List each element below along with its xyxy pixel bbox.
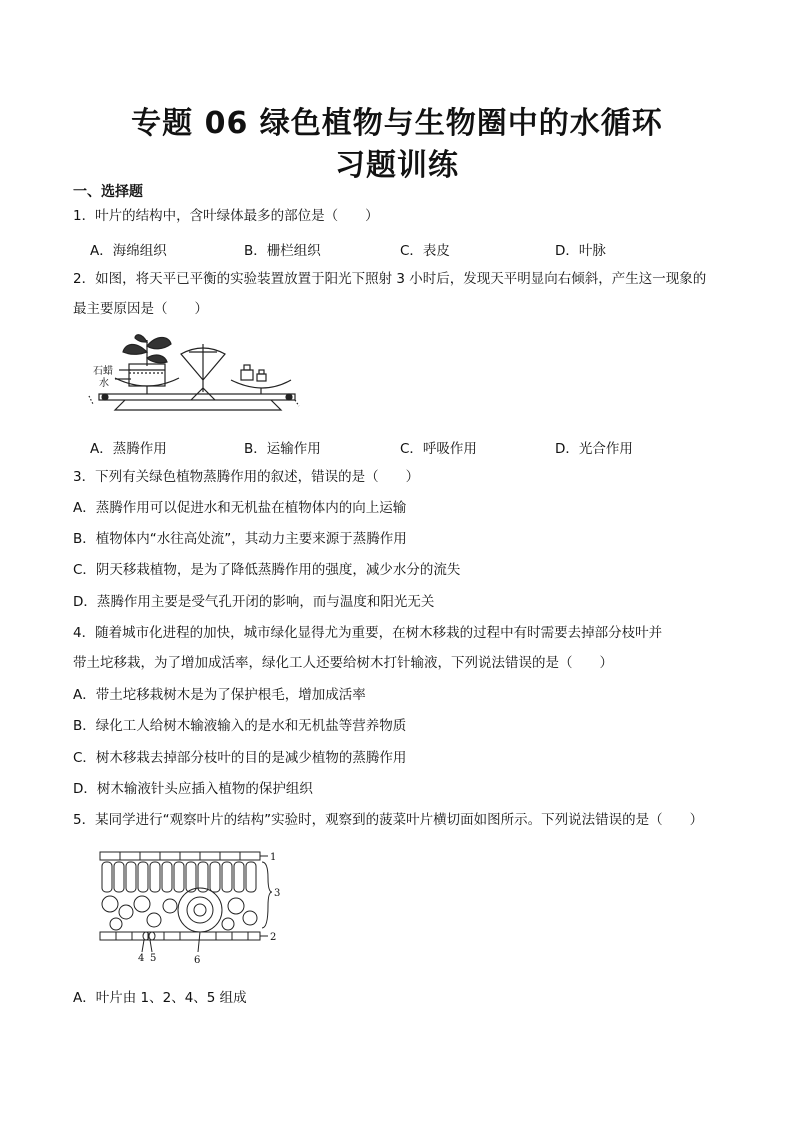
q1-option-b: B．栅栏组织 (244, 243, 321, 259)
page-title-line2: 习题训练 (335, 148, 459, 183)
q1-option-d: D．叶脉 (555, 243, 606, 259)
q2-option-c: C．呼吸作用 (400, 441, 477, 457)
q3-stem: 3．下列有关绿色植物蒸腾作用的叙述，错误的是（ ） (73, 469, 420, 485)
q5-stem: 5．某同学进行“观察叶片的结构”实验时，观察到的菠菜叶片横切面如图所示。下列说法错误的是（ ） (73, 812, 704, 828)
label-water: 水 (99, 378, 109, 389)
label-wax: 石蜡 (93, 366, 113, 377)
label-5: 5 (150, 953, 157, 964)
label-3: 3 (274, 888, 281, 899)
q2-stem-line2: 最主要原因是（ ） (73, 301, 208, 317)
q1-option-c: C．表皮 (400, 243, 450, 259)
q4-option-a: A．带土坨移栽树木是为了保护根毛，增加成活率 (73, 687, 366, 703)
q3-option-b: B．植物体内“水往高处流”，其动力主要来源于蒸腾作用 (73, 531, 407, 547)
q1-option-a: A．海绵组织 (90, 243, 167, 259)
q4-option-c: C．树木移栽去掉部分枝叶的目的是减少植物的蒸腾作用 (73, 750, 407, 766)
q3-option-d: D．蒸腾作用主要是受气孔开闭的影响，而与温度和阳光无关 (73, 594, 435, 610)
section-heading: 一、选择题 (73, 184, 143, 200)
label-6: 6 (194, 955, 201, 966)
page-title-line1: 专题 06 绿色植物与生物圈中的水循环 (131, 106, 663, 141)
label-2: 2 (270, 932, 277, 943)
label-1: 1 (270, 852, 277, 863)
q2-stem-line1: 2．如图，将天平已平衡的实验装置放置于阳光下照射 3 小时后，发现天平明显向右倾斜，产生这一现象的 (73, 271, 707, 287)
q3-option-a: A．蒸腾作用可以促进水和无机盐在植物体内的向上运输 (73, 500, 407, 516)
label-4: 4 (138, 953, 145, 964)
q2-option-b: B．运输作用 (244, 441, 321, 457)
balance-experiment-figure (85, 330, 300, 416)
q1-stem: 1．叶片的结构中，含叶绿体最多的部位是（ ） (73, 208, 379, 224)
q3-option-c: C．阴天移栽植物，是为了降低蒸腾作用的强度，减少水分的流失 (73, 562, 461, 578)
leaf-cross-section-figure (96, 848, 286, 966)
q2-option-a: A．蒸腾作用 (90, 441, 167, 457)
q4-stem-line2: 带土坨移栽，为了增加成活率，绿化工人还要给树木打针输液，下列说法错误的是（ ） (73, 655, 613, 671)
q4-option-d: D．树木输液针头应插入植物的保护组织 (73, 781, 313, 797)
q2-option-d: D．光合作用 (555, 441, 633, 457)
q4-stem-line1: 4．随着城市化进程的加快，城市绿化显得尤为重要，在树木移栽的过程中有时需要去掉部分枝叶并 (73, 625, 663, 641)
q5-option-a: A．叶片由 1、2、4、5 组成 (73, 990, 247, 1006)
q4-option-b: B．绿化工人给树木输液输入的是水和无机盐等营养物质 (73, 718, 407, 734)
